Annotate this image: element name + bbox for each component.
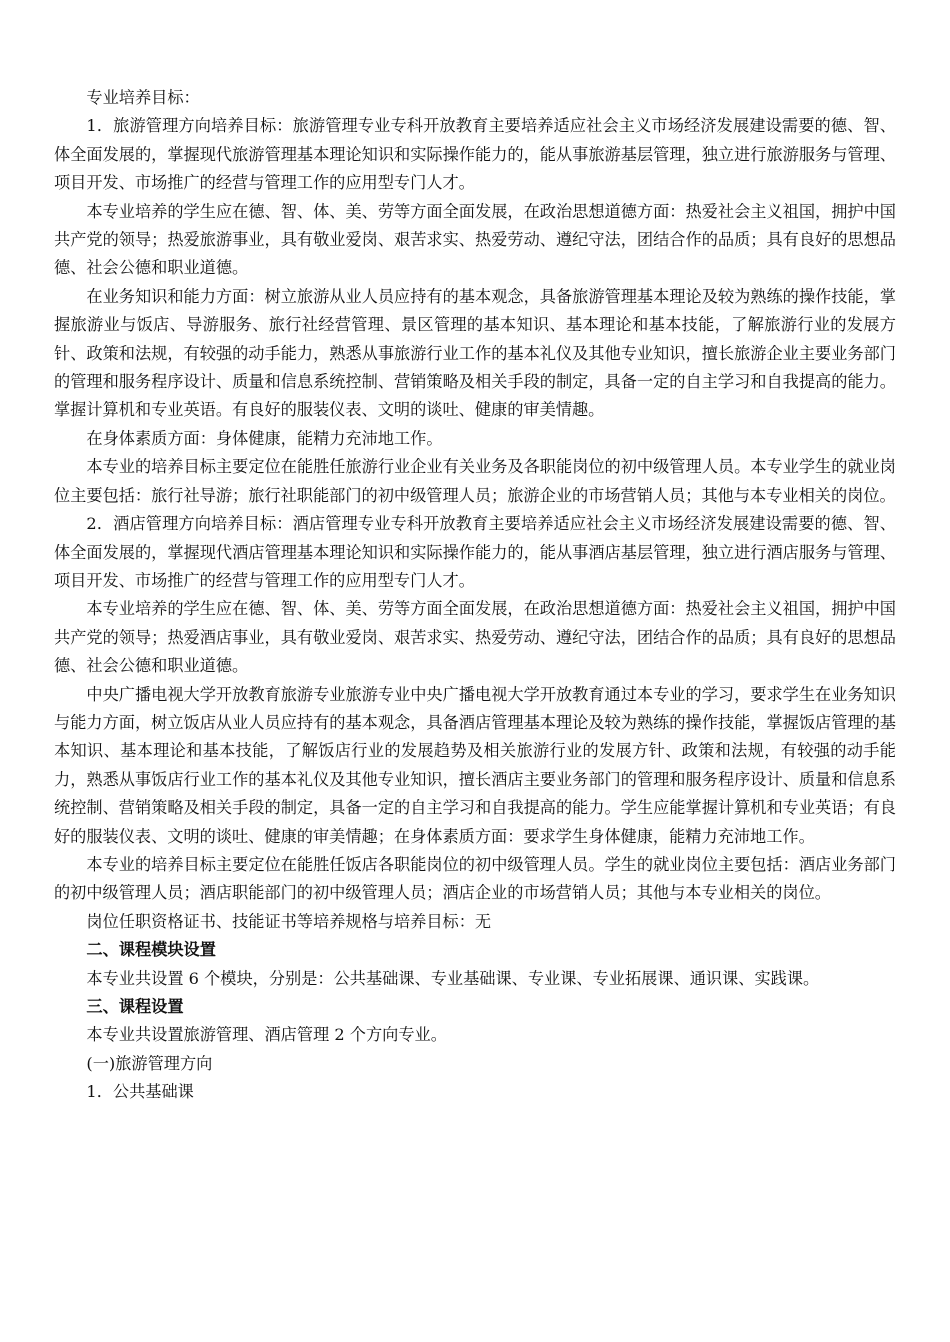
- paragraph-modules: 本专业共设置 6 个模块，分别是：公共基础课、专业基础课、专业课、专业拓展课、通识课、实践课。: [86, 968, 820, 988]
- subheading-tourism-direction: (一)旅游管理方向: [86, 1053, 213, 1073]
- paragraph-certificates: 岗位任职资格证书、技能证书等培养规格与培养目标：无: [86, 911, 492, 931]
- document-body: [54, 84, 896, 1107]
- section-heading-course-setup: 三、课程设置: [86, 997, 184, 1016]
- section-heading-course-modules: 二、课程模块设置: [86, 940, 216, 960]
- paragraph-hotel-moral: 本专业培养的学生应在德、智、体、美、劳等方面全面发展，在政治思想道德方面：热爱社会主义祖国，拥护中国共产党的领导；热爱酒店事业，具有敬业爱岗、艰苦求实、热爱劳动、遵纪守法，团结合作的品质；具有良好的思想品德、社会公德和职业道德。: [54, 599, 896, 676]
- paragraph-hotel-positions: 本专业的培养目标主要定位在能胜任饭店各职能岗位的初中级管理人员。学生的就业岗位主要包括：酒店业务部门的初中级管理人员；酒店职能部门的初中级管理人员；酒店企业的市场营销人员；其他与本专业相关的岗位。: [54, 854, 896, 903]
- paragraph-tourism-skills: 在业务知识和能力方面：树立旅游从业人员应持有的基本观念，具备旅游管理基本理论及较为熟练的操作技能，掌握旅游业与饭店、导游服务、旅行社经营管理、景区管理的基本知识、基本理论和基本技能，了解旅游行业的发展方针、政策和法规，有较强的动手能力，熟悉从事旅游行业工作的基本礼仪及其他专业知识，擅长旅游企业主要业务部门的管理和服务程序设计、质量和信息系统控制、营销策略及相关手段的制定，具备一定的自主学习和自我提高的能力。掌握计算机和专业英语。有良好的服装仪表、文明的谈吐、健康的审美情趣。: [54, 286, 896, 420]
- paragraph-tourism-goal: 1．旅游管理方向培养目标：旅游管理专业专科开放教育主要培养适应社会主义市场经济发展建设需要的德、智、体全面发展的，掌握现代旅游管理基本理论知识和实际操作能力的，能从事旅游基层管理，独立进行旅游服务与管理、项目开发、市场推广的经营与管理工作的应用型专门人才。: [54, 116, 896, 193]
- subheading-public-courses: 1．公共基础课: [86, 1082, 194, 1102]
- paragraph-tourism-positions: 本专业的培养目标主要定位在能胜任旅游行业企业有关业务及各职能岗位的初中级管理人员。本专业学生的就业岗位主要包括：旅行社导游；旅行社职能部门的初中级管理人员；旅游企业的市场营销人员；其他与本专业相关的岗位。: [54, 457, 896, 505]
- paragraph-tourism-moral: 本专业培养的学生应在德、智、体、美、劳等方面全面发展，在政治思想道德方面：热爱社会主义祖国，拥护中国共产党的领导；热爱旅游事业，具有敬业爱岗、艰苦求实、热爱劳动、遵纪守法，团结合作的品质；具有良好的思想品德、社会公德和职业道德。: [54, 201, 896, 278]
- paragraph-hotel-skills: 中央广播电视大学开放教育旅游专业旅游专业中央广播电视大学开放教育通过本专业的学习，要求学生在业务知识与能力方面，树立饭店从业人员应持有的基本观念，具备酒店管理基本理论及较为熟练的操作技能，掌握饭店管理的基本知识、基本理论和基本技能，了解饭店行业的发展趋势及相关旅游行业的发展方针、政策和法规，有较强的动手能力，熟悉从事饭店行业工作的基本礼仪及其他专业知识，擅长酒店主要业务部门的管理和服务程序设计、质量和信息系统控制、营销策略及相关手段的制定，具备一定的自主学习和自我提高的能力。学生应能掌握计算机和专业英语；有良好的服装仪表、文明的谈吐、健康的审美情趣；在身体素质方面：要求学生身体健康，能精力充沛地工作。: [54, 684, 896, 846]
- paragraph-directions: 本专业共设置旅游管理、酒店管理 2 个方向专业。: [86, 1025, 447, 1045]
- paragraph-hotel-goal: 2．酒店管理方向培养目标：酒店管理专业专科开放教育主要培养适应社会主义市场经济发展建设需要的德、智、体全面发展的，掌握现代酒店管理基本理论知识和实际操作能力的，能从事酒店基层管理，独立进行酒店服务与管理、项目开发、市场推广的经营与管理工作的应用型专门人才。: [54, 514, 896, 590]
- paragraph-tourism-health: 在身体素质方面：身体健康，能精力充沛地工作。: [86, 428, 443, 448]
- paragraph-training-goals-heading: 专业培养目标：: [86, 88, 200, 107]
